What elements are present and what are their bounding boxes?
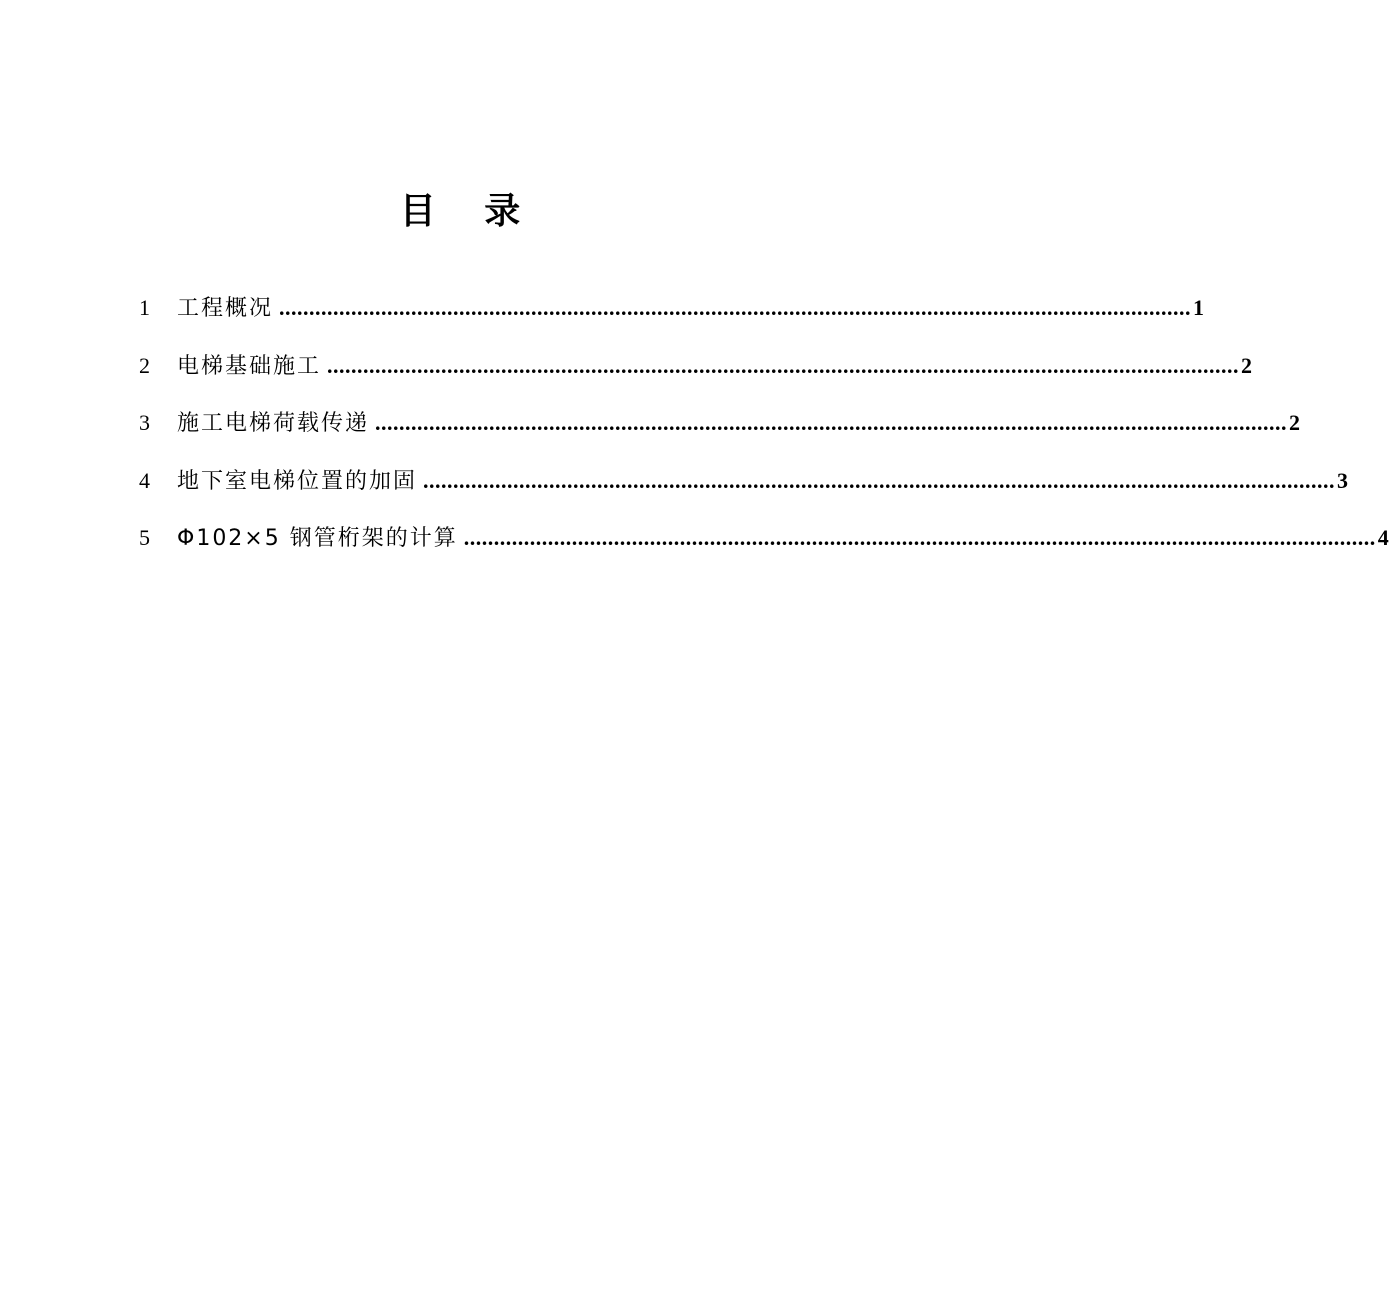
toc-entry-title: 地下室电梯位置的加固 [177,468,418,494]
toc-entry-title: 工程概况 [177,296,274,321]
toc-entry-5[interactable] [139,522,1389,580]
toc-entry-number: 5 [139,525,150,550]
toc-entry-title: 电梯基础施工 [177,353,322,379]
toc-entry-page: 3 [1337,467,1349,493]
page-title: 目 录 [399,190,539,232]
toc-entry-page: 2 [1241,352,1253,378]
toc-entry-1[interactable] [139,292,1205,350]
toc-entry-page: 4 [1377,525,1389,550]
toc-dot-leader: ........................................................................................................................................................ [279,295,1192,320]
table-of-contents [139,292,1389,580]
toc-entry-title: Φ102×5 钢管桁架的计算 [177,526,458,551]
toc-entry-4[interactable] [139,465,1349,523]
toc-entry-3[interactable] [139,407,1301,465]
toc-entry-page: 1 [1193,295,1205,320]
toc-entry-number: 2 [139,352,150,378]
toc-dot-leader: ........................................................................................................................................................ [463,525,1376,550]
toc-dot-leader: ........................................................................................................................................................ [423,467,1336,493]
toc-dot-leader: ........................................................................................................................................................ [327,352,1240,378]
toc-entry-2[interactable] [139,350,1253,408]
toc-entry-page: 2 [1289,410,1301,435]
toc-dot-leader: ........................................................................................................................................................ [375,410,1288,435]
toc-entry-number: 4 [139,467,150,493]
toc-entry-number: 1 [139,295,150,320]
toc-entry-title: 施工电梯荷载传递 [177,411,370,436]
toc-entry-number: 3 [139,410,150,435]
